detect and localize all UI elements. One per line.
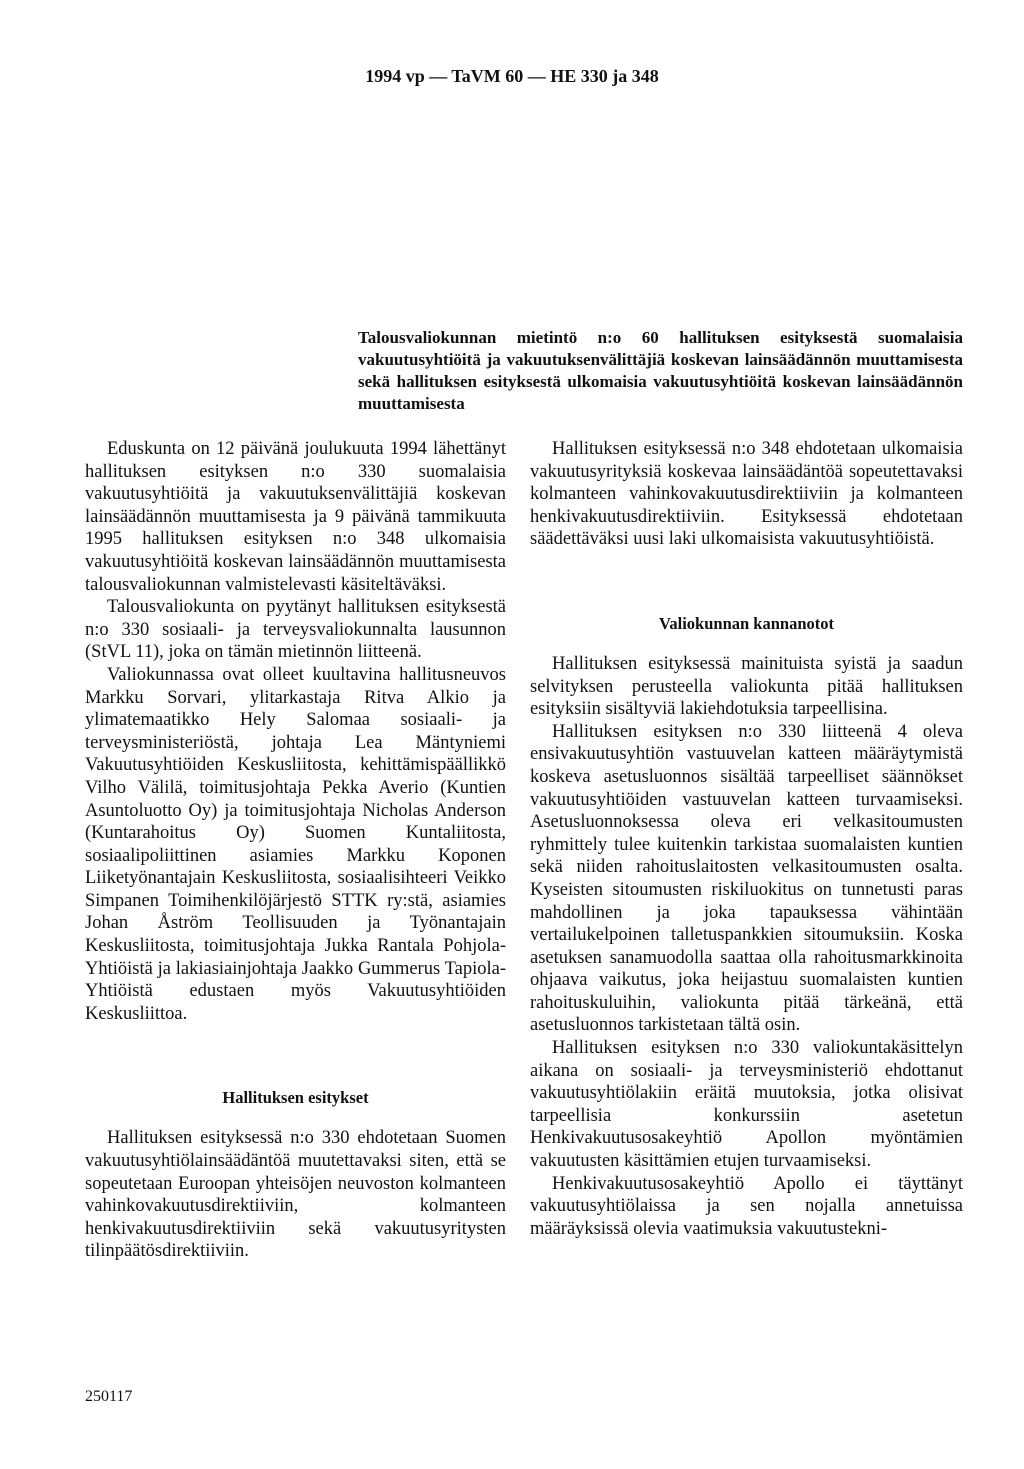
paragraph: Hallituksen esityksessä mainituista syistä ja saadun selvityksen perusteella valiokunta pitää hallituksen esityksiin sisältyviä lakiehdotuksia tarpeellisina. bbox=[530, 653, 963, 720]
left-column bbox=[85, 438, 506, 1263]
paragraph: Hallituksen esityksen n:o 330 valiokuntakäsittelyn aikana on sosiaali- ja terveysministeriö ehdottanut vakuutusyhtiölakiin eräitä muutoksia, jotka olisivat tarpeellisia konkurssiin asetetun Henkivakuutusosakeyhtiö Apollon myöntämien vakuutusten käsittämien etujen turvaamiseksi. bbox=[530, 1038, 963, 1172]
paragraph: Talousvaliokunta on pyytänyt hallituksen esityksestä n:o 330 sosiaali- ja terveysvaliokunnalta lausunnon (StVL 11), joka on tämän mietinnön liitteenä. bbox=[85, 597, 506, 663]
paragraph: Eduskunta on 12 päivänä joulukuuta 1994 lähettänyt hallituksen esityksen n:o 330 suomalaisia vakuutusyhtiöitä ja vakuutuksenvälittäjiä koskevan lainsäädännön muuttamisesta ja 9 päivänä tammikuuta 1995 hallituksen esityksen n:o 348 ulkomaisia vakuutusyhtiöitä koskevan lainsäädännön muuttamisesta talousvaliokunnan valmistelevasti käsiteltäväksi. bbox=[85, 439, 506, 595]
page-footer-code: 250117 bbox=[85, 1388, 133, 1405]
paragraph: Henkivakuutusosakeyhtiö Apollo ei täyttänyt vakuutusyhtiölaissa ja sen nojalla annetuissa määräyksissä olevia vaatimuksia vakuutustekni- bbox=[530, 1173, 963, 1239]
right-column bbox=[530, 438, 963, 1240]
paragraph: Valiokunnassa ovat olleet kuultavina hallitusneuvos Markku Sorvari, ylitarkastaja Ritva Alkio ja ylimatemaatikko Hely Salomaa sosiaali- ja terveysministeriöstä, johtaja Lea Mäntyniemi Vakuutusyhtiöiden Keskusliitosta, kehittämispäällikkö Vilho Välilä, toimitusjohtaja Pekka Averio (Kuntien Asuntoluotto Oy) ja toimitusjohtaja Nicholas Anderson (Kuntarahoitus Oy) Suomen Kuntaliitosta, sosiaalipoliittinen asiamies Markku Koponen Liiketyönantajain Keskusliitosta, sosiaalisihteeri Veikko Simpanen Toimihenkilöjärjestö STTK ry:stä, asiamies Johan Åström Teollisuuden ja Työnantajain Keskusliitosta, toimitusjohtaja Jukka Rantala Pohjola-Yhtiöistä ja lakiasiainjohtaja Jaakko Gummerus Tapiola-Yhtiöistä edustaen myös Vakuutusyhtiöiden Keskusliittoa. bbox=[85, 664, 506, 1024]
paragraph: Hallituksen esityksessä n:o 330 ehdotetaan Suomen vakuutusyhtiölainsäädäntöä muutettavaksi siten, että se sopeutetaan Euroopan yhteisöjen neuvoston kolmanteen vahinkovakuutusdirektiiviin, kolmanteen henkivakuutusdirektiiviin sekä vakuutusyritysten tilinpäätösdirektiiviin. bbox=[85, 1128, 506, 1262]
page-header: 1994 vp — TaVM 60 — HE 330 ja 348 bbox=[365, 66, 659, 86]
document-title: Talousvaliokunnan mietintö n:o 60 hallituksen esityksestä suomalaisia vakuutusyhtiöitä ja vakuutuksenvälittäjiä koskevan lainsäädännön muuttamisesta sekä hallituksen esityksestä ulkomaisia vakuutusyhtiöitä koskevan lainsäädännön muuttamisesta bbox=[358, 328, 963, 413]
paragraph: Hallituksen esityksessä n:o 348 ehdotetaan ulkomaisia vakuutusyrityksiä koskevaa lainsäädäntöä sopeutettavaksi kolmanteen vahinkovakuutusdirektiiviin ja kolmanteen henkivakuutusdirektiiviin. Esityksessä ehdotetaan säädettäväksi uusi laki ulkomaisista vakuutusyhtiöistä. bbox=[530, 439, 963, 550]
paragraph: Hallituksen esityksen n:o 330 liitteenä 4 oleva ensivakuutusyhtiön vastuuvelan katteen määräytymistä koskeva asetusluonnos sisältää tarpeelliset säännökset vakuutusyhtiöiden vastuuvelan katteen turvaamiseksi. Asetusluonnoksessa oleva eri velkasitoumusten ryhmittely tulee kuitenkin tarkistaa suomalaisten kuntien sekä niiden rahoituslaitosten velkasitoumusten osalta. Kyseisten sitoumusten riskiluokitus on tunnetusti paras mahdollinen ja joka tapauksessa vähintään vertailukelpoinen talletuspankkien sitoumuksiin. Koska asetuksen sanamuodolla saattaa olla rahoitusmarkkinoita ohjaava vaikutus, joka heijastuu suomalaisten kuntien rahoituskuluihin, valiokunta pitää tärkeänä, että asetusluonnos tarkistetaan tältä osin. bbox=[530, 721, 963, 1036]
section-heading-hallituksen-esitykset: Hallituksen esitykset bbox=[222, 1088, 369, 1108]
section-heading-valiokunnan-kannanotot: Valiokunnan kannanotot bbox=[658, 613, 835, 633]
